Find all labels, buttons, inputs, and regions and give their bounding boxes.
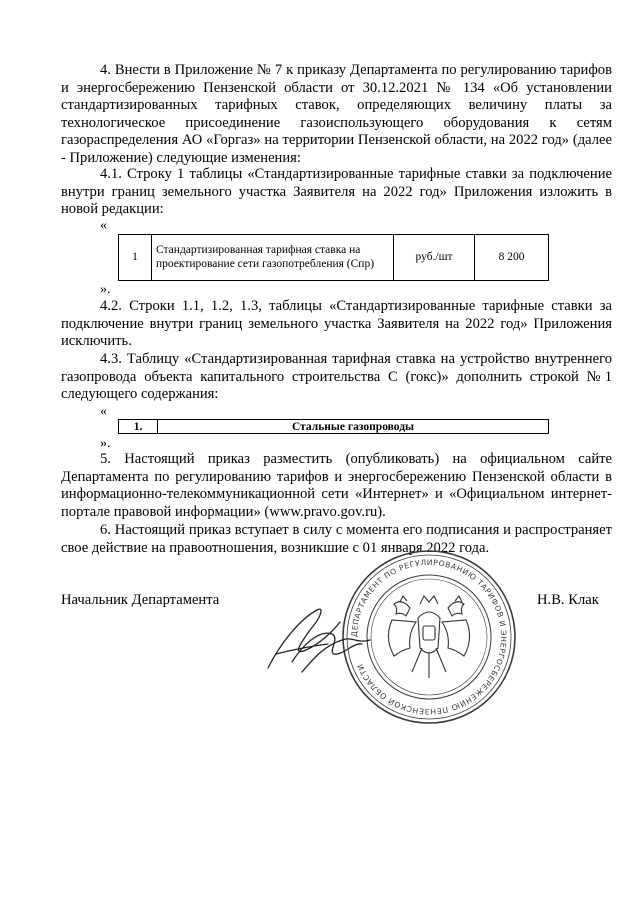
paragraph-4-2 xyxy=(61,298,612,351)
table-cell-num: 1. xyxy=(119,420,158,434)
paragraph-6 xyxy=(61,522,612,557)
paragraph-5 xyxy=(61,451,612,521)
table-cell-unit: руб./шт xyxy=(394,235,475,281)
eagle-emblem-icon xyxy=(388,596,469,678)
quote-close-1: ». xyxy=(100,282,111,297)
paragraph-4-3-text: 4.3. Таблицу «Стандартизированная тарифная ставка на устройство внутреннего газопровода объекта капитального строительства С (гокс)» дополнить строкой №1 следующего содержания: xyxy=(61,351,612,403)
paragraph-4-1 xyxy=(61,166,612,219)
paragraph-5-text: 5. Настоящий приказ разместить (опубликовать) на официальном сайте Департамента по регулированию тарифов и энергосбережению Пензенской области в информационно-телекоммуникационной сети «Интернет» и «Официальном интернет-портале правовой информации» (www.pravo.gov.ru). xyxy=(61,451,612,520)
table-cell-name: Стандартизированная тарифная ставка на проектирование сети газопотребления (Спр) xyxy=(152,235,394,281)
tariff-table xyxy=(118,234,549,281)
quote-close-2: ». xyxy=(100,436,111,451)
table-cell-value: 8 200 xyxy=(475,235,549,281)
paragraph-6-text: 6. Настоящий приказ вступает в силу с момента его подписания и распространяет свое действие на правоотношения, возникшие с 01 января 2022 года. xyxy=(61,522,612,556)
table-row xyxy=(119,420,549,434)
handwritten-signature xyxy=(262,600,382,680)
paragraph-4-text: 4. Внести в Приложение № 7 к приказу Департамента по регулированию тарифов и энергосбережению Пензенской области от 30.12.2021 № 134 «Об установлении стандартизированных тарифных ставок, определяющих величину платы за технологическое присоединение газоиспользующего оборудования к сетям газораспределения АО «Горгаз» на территории Пензенской области, на 2022 год» (далее - Приложение) следующие изменения: xyxy=(61,62,612,166)
paragraph-4-1-text: 4.1. Строку 1 таблицы «Стандартизированные тарифные ставки за подключение внутри границ земельного участка Заявителя на 2022 год» Приложения изложить в новой редакции: xyxy=(61,166,612,218)
quote-open-1: « xyxy=(100,218,107,233)
table-row xyxy=(119,235,549,281)
seal-text: ДЕПАРТАМЕНТ ПО РЕГУЛИРОВАНИЮ ТАРИФОВ И ЭНЕРГОСБЕРЕЖЕНИЮ ПЕНЗЕНСКОЙ ОБЛАСТИ xyxy=(349,557,509,717)
signature-position: Начальник Департамента xyxy=(61,592,220,608)
paragraph-4 xyxy=(61,62,612,168)
quote-open-2: « xyxy=(100,404,107,419)
steel-pipes-table xyxy=(118,419,549,434)
paragraph-4-2-text: 4.2. Строки 1.1, 1.2, 1.3, таблицы «Стандартизированные тарифные ставки за подключение внутри границ земельного участка Заявителя на 2022 год» Приложения исключить. xyxy=(61,298,612,350)
paragraph-4-3 xyxy=(61,351,612,404)
signature-name: Н.В. Клак xyxy=(537,592,599,608)
table-cell-num: 1 xyxy=(119,235,152,281)
table-cell-name: Стальные газопроводы xyxy=(158,420,549,434)
